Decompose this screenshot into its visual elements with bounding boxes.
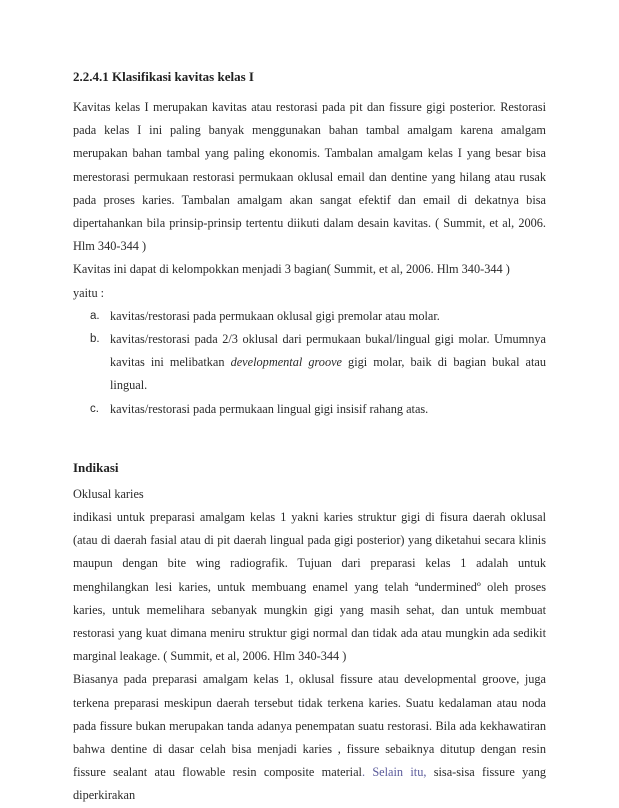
list-item — [73, 328, 546, 398]
section-heading: 2.2.4.1 Klasifikasi kavitas kelas I — [73, 69, 254, 84]
paragraph-yaitu: yaitu : — [73, 285, 105, 300]
list-item — [73, 398, 546, 421]
list-item-text-after: gigi molar, baik di bagian bukal atau lingual. — [110, 355, 547, 393]
paragraph-indikasi: indikasi untuk preparasi amalgam kelas 1 yakni karies struktur gigi di fisura daerah oklusal (atau di daerah fasial atau di pit daerah lingual pada gigi posterior) yang diketahui secara klinis maupun dengan bite wing radiografik. Tujuan dari preparasi kelas 1 adalah untuk menghilangkan lesi karies, untuk membuang enamel yang telah ªunderminedº oleh proses karies, untuk memelihara sebanyak mungkin gigi yang masih sehat, dan untuk membuat restorasi yang kuat dimana meniru struktur gigi normal dan tidak ada atau mungkin ada sedikit marginal leakage. ( Summit, et al, 2006. Hlm 340-344 ) — [73, 510, 546, 664]
list-item — [73, 305, 546, 328]
oklusal-subheading: Oklusal karies — [73, 486, 144, 501]
paragraph-biasanya-highlight: . Selain itu, — [361, 765, 427, 780]
paragraph-klasifikasi: Kavitas kelas I merupakan kavitas atau restorasi pada pit dan fissure gigi posterior. Restorasi pada kelas I ini paling banyak menggunakan bahan tambal amalgam karena amalgam merupakan bahan tambal yang paling ekonomis. Tambalan amalgam kelas I yang besar bisa merestorasi permukaan restorasi permukaan oklusal email dan dentine yang hilang atau rusak pada proses karies. Tambalan amalgam akan sangat efektif dan email di dekatnya bisa dipertahankan bila prinsip-prinsip tertentu diikuti dalam desain kavitas. ( Summit, et al, 2006. Hlm 340-344 ) — [73, 100, 546, 254]
list-marker: b. — [90, 333, 100, 346]
list-marker: c. — [90, 402, 99, 415]
document-page — [73, 68, 546, 808]
paragraph-biasanya — [73, 668, 546, 807]
paragraph-biasanya-text: Biasanya pada preparasi amalgam kelas 1, oklusal fissure atau developmental groove, juga terkena preparasi meskipun daerah tersebut tidak terkena karies. Suatu kedalaman atau noda pada fissure bukan merupakan tanda adanya penempatan suatu restorasi. Bila ada kekhawatiran bahwa dentine di dasar celah bisa menjadi karies , fissure sebaiknya ditutup dengan resin fissure sealant atau flowable resin composite material — [73, 672, 546, 780]
classification-list — [73, 305, 546, 421]
list-item-text: kavitas/restorasi pada permukaan lingual gigi insisif rahang atas. — [110, 401, 429, 416]
indikasi-heading: Indikasi — [73, 459, 119, 475]
list-item-text: kavitas/restorasi pada 2/3 oklusal dari permukaan bukal/lingual gigi molar. Umumnya kavitas ini melibatkan — [110, 332, 546, 370]
list-item-italic: developmental groove — [230, 355, 343, 370]
paragraph-biasanya-end: sisa-sisa fissure yang diperkirakan — [73, 765, 546, 803]
paragraph-kelompok: Kavitas ini dapat di kelompokkan menjadi 3 bagian( Summit, et al, 2006. Hlm 340-344 ) — [73, 262, 510, 277]
list-item-text: kavitas/restorasi pada permukaan oklusal gigi premolar atau molar. — [110, 308, 440, 323]
list-marker: a. — [90, 309, 100, 322]
